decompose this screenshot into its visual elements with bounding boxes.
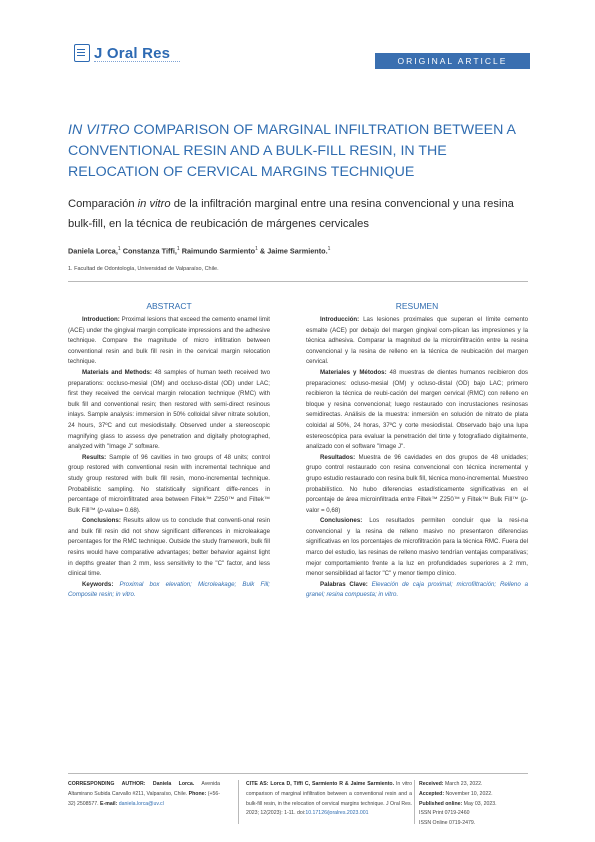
citation: [246, 780, 412, 819]
section-text: 48 muestras de dientes humanos recibieron dos preparaciones: ocluso-mesial (OM) y ocluso-distal (OD) bajo LAC; primero recibieron la técnica de reubi-cación del margen cervical (RMC) con relleno en bloque y resina convencional; luego restaurado con incrustaciones resinosas semidirectas. Análisis de la muestra: inmersión en solución de nitrato de plata coloidal al 50%, 24 horas, 37ºC y corte mesiodistal. Observado bajo una lupa estereoscópica para evaluar la penetración del tinte y fotografiado digitalmente, analizado con el software "Image J".: [306, 368, 528, 451]
section-label: Introducción:: [320, 316, 360, 323]
header-divider: [68, 281, 528, 282]
author-affil-mark: 1: [176, 246, 180, 252]
phone-label: Phone:: [188, 790, 207, 797]
phone-value: (+56-32) 2508577.: [68, 790, 220, 807]
date-value: March 23, 2022.: [443, 781, 483, 787]
section-text: Muestra de 96 cavidades en dos grupos de 48 unidades; grupo control restaurado con resina convencional con técnica incremental y grupo estudio restaurado con resina bulk fill, técnica mono-incremental. Muestreo probabilístico. No hubo diferencias estadísticamente significativas en el porcentaje de área microinfiltrada entre Filtek™ Z250™ y Filtek™ Bulk Fill™ (: [306, 453, 528, 504]
section-text: Proximal lesions that exceed the cemento enamel limit (ACE) under the gingival margin complicate impressions and the adhesive technique. Compare the magnitude of micro infiltration between conventional resin and bulk fill resin in the cervical margin relocation technique.: [68, 316, 270, 366]
corresponding-address: Avenida Altamirano Subida Carvallo #211, Valparaíso, Chile.: [68, 781, 220, 797]
corresponding-label: CORRESPONDING AUTHOR:: [68, 781, 146, 787]
section-text: -value= 0.68).: [102, 506, 141, 514]
resumen-palabras-clave: [306, 580, 528, 601]
article-subtitle: [68, 194, 538, 234]
subtitle-part: de la infiltración marginal entre una resina convencional y una resina bulk-fill, en la técnica de reubicación de márgenes cervicales: [68, 198, 514, 230]
section-label: Materiales y Métodos:: [320, 368, 387, 376]
journal-logo-icon: [74, 44, 90, 62]
p-value-italic: p: [99, 506, 103, 514]
corresponding-author: [68, 780, 220, 809]
date-value: May 03, 2023.: [462, 800, 497, 807]
resumen-introduccion: [306, 315, 528, 368]
title-rest: COMPARISON OF MARGINAL INFILTRATION BETWEEN A CONVENTIONAL RESIN AND A BULK-FILL RESIN, IN THE RELOCATION OF CERVICAL MARGINS TECHNIQUE: [68, 122, 516, 180]
author: Daniela Lorca,: [68, 246, 118, 256]
cite-authors: Lorca D, Tiffi C, Sarmiento R & Jaime Sarmiento.: [268, 781, 395, 787]
resumen-metodos: [306, 368, 528, 453]
resumen-column: [306, 300, 528, 601]
abstract-keywords: [68, 580, 270, 601]
cite-label: CITE AS:: [246, 781, 269, 787]
corresponding-name: Daniela Lorca.: [145, 781, 195, 787]
subtitle-part: Comparación: [68, 198, 138, 210]
keywords-text: Proximal box elevation; Microleakage; Bulk Fill; Composite resin; in vitro.: [68, 580, 270, 599]
resumen-resultados: [306, 453, 528, 517]
author: Raimundo Sarmiento: [181, 246, 256, 256]
logo-underline: [94, 61, 180, 64]
section-text: -valor = 0,68): [306, 496, 528, 514]
article-title: [68, 120, 538, 183]
doi-label: doi:: [295, 810, 306, 817]
email-link[interactable]: daniela.lorca@uv.cl: [117, 800, 164, 807]
footer-divider: [68, 773, 528, 774]
article-type-banner: ORIGINAL ARTICLE: [375, 53, 530, 69]
doi-link[interactable]: 10.17126/joralres.2023.001: [305, 810, 369, 817]
issn-online: ISSN Online 0719-2479.: [419, 820, 476, 827]
date-value: November 10, 2022.: [444, 790, 493, 797]
abstract-methods: [68, 368, 270, 453]
section-label: Materials and Methods:: [82, 368, 152, 376]
subtitle-italic: in vitro: [137, 198, 171, 210]
section-text: Sample of 96 cavities in two groups of 48 units; control group restored with conventional resin with incremental technique and study group restored with bulk fill resin, mono-incremental technique. Probabilistic sampling. No statistically significant diffe-rences in percentage of microinfiltrated area between Filtek™ Z250™ and Filtek™ Bulk Fill™ (: [68, 453, 270, 514]
abstract-results: [68, 453, 270, 517]
section-label: Palabras Clave:: [320, 580, 368, 588]
accepted-date: [419, 790, 531, 800]
published-date: [419, 800, 531, 810]
cite-text: In vitro comparison of marginal infiltration between a conventional resin and a bulk-fill resin, in the relocation of cervical margins technique. J Oral Res. 2023; 12(2023): 1-11.: [246, 781, 413, 817]
section-label: Conclusions:: [82, 517, 121, 525]
section-text: 48 samples of human teeth received two preparations: occluso-mesial (OM) and occluso-distal (OD) under LAC; first they received the cervical margin relocation technique (RMC) with bulk fill and conventional resin; then restored with semi-direct resinous inlays. Sample analysis: immersion in 50% colloidal silver nitrate solution, 24 hours, 37ºC and cut mesiodistally. Observed under a stereoscopic magnifying glass to assess dye penetration and digitally photographed, analyzed with "Image J" software.: [68, 368, 270, 451]
p-value-italic: p: [522, 496, 526, 504]
journal-logo: [74, 44, 170, 62]
abstract-conclusions: [68, 516, 270, 580]
received-date: [419, 780, 531, 790]
date-label: Published online:: [419, 800, 463, 807]
abstract-heading: ABSTRACT: [146, 301, 192, 311]
abstract-introduction: [68, 315, 270, 368]
author: & Jaime Sarmiento.: [259, 246, 328, 256]
abstract-column: [68, 300, 270, 601]
section-label: Results:: [82, 453, 107, 461]
section-label: Conclusiones:: [320, 517, 363, 525]
author-list: [68, 246, 538, 255]
resumen-conclusiones: [306, 516, 528, 580]
issn-print: ISSN Print 0719-2460: [419, 810, 470, 817]
date-label: Accepted:: [419, 790, 445, 797]
section-text: Las lesiones proximales que superan el límite cemento esmalte (ACE) por debajo del margen gingival com-plican las impresiones y la técnica adhesiva. Comparar la magnitud de la microinfiltración entre la resina convencional y la resina de relleno en la técnica de reubicación del margen cervical.: [306, 316, 528, 366]
author-affil-mark: 1: [117, 246, 121, 252]
author-affil-mark: 1: [255, 246, 258, 252]
author-affil-mark: 1: [327, 246, 331, 252]
section-label: Introduction:: [82, 316, 120, 323]
author: Constanza Tiffi,: [122, 246, 177, 256]
section-label: Keywords:: [82, 580, 114, 588]
section-text: Los resultados permiten concluir que la resi-na convencional y la resina de relleno masivo no presentaron diferencias significativas en los porcentajes de microfiltración para la técnica RMC. Fuera del marco del estudio, las resinas de relleno masivo tendrían ventajas comparativas; mejor comportamiento frente a la luz en profundidades superiores a 2 mm, menor sensibilidad al factor "C" y menor tiempo clínico.: [306, 517, 528, 578]
affiliation: 1. Facultad de Odontología, Universidad de Valparaíso, Chile.: [68, 266, 219, 272]
publication-dates: [419, 780, 531, 829]
section-text: Results allow us to conclude that conventi-onal resin and bulk fill resin did not show significant differences in microleakage percentages for the RMC technique. Outside the study framework, bulk fill resins would have comparative advantages; better behavior against light in depths greater than 2 mm, less sensitivity to the "C" factor, and less clinical time.: [68, 517, 270, 578]
journal-name: J Oral Res: [94, 44, 171, 62]
section-label: Resultados:: [320, 453, 356, 461]
keywords-text: Elevación de caja proximal; microfiltración; Relleno a granel; resina compuesta; in vitro.: [306, 580, 528, 599]
footer-separator: [414, 780, 415, 824]
resumen-heading: RESUMEN: [395, 301, 439, 311]
email-label: E-mail:: [100, 800, 118, 807]
date-label: Received:: [419, 781, 444, 787]
title-lead: IN VITRO: [68, 122, 130, 138]
footer-separator: [238, 780, 239, 824]
